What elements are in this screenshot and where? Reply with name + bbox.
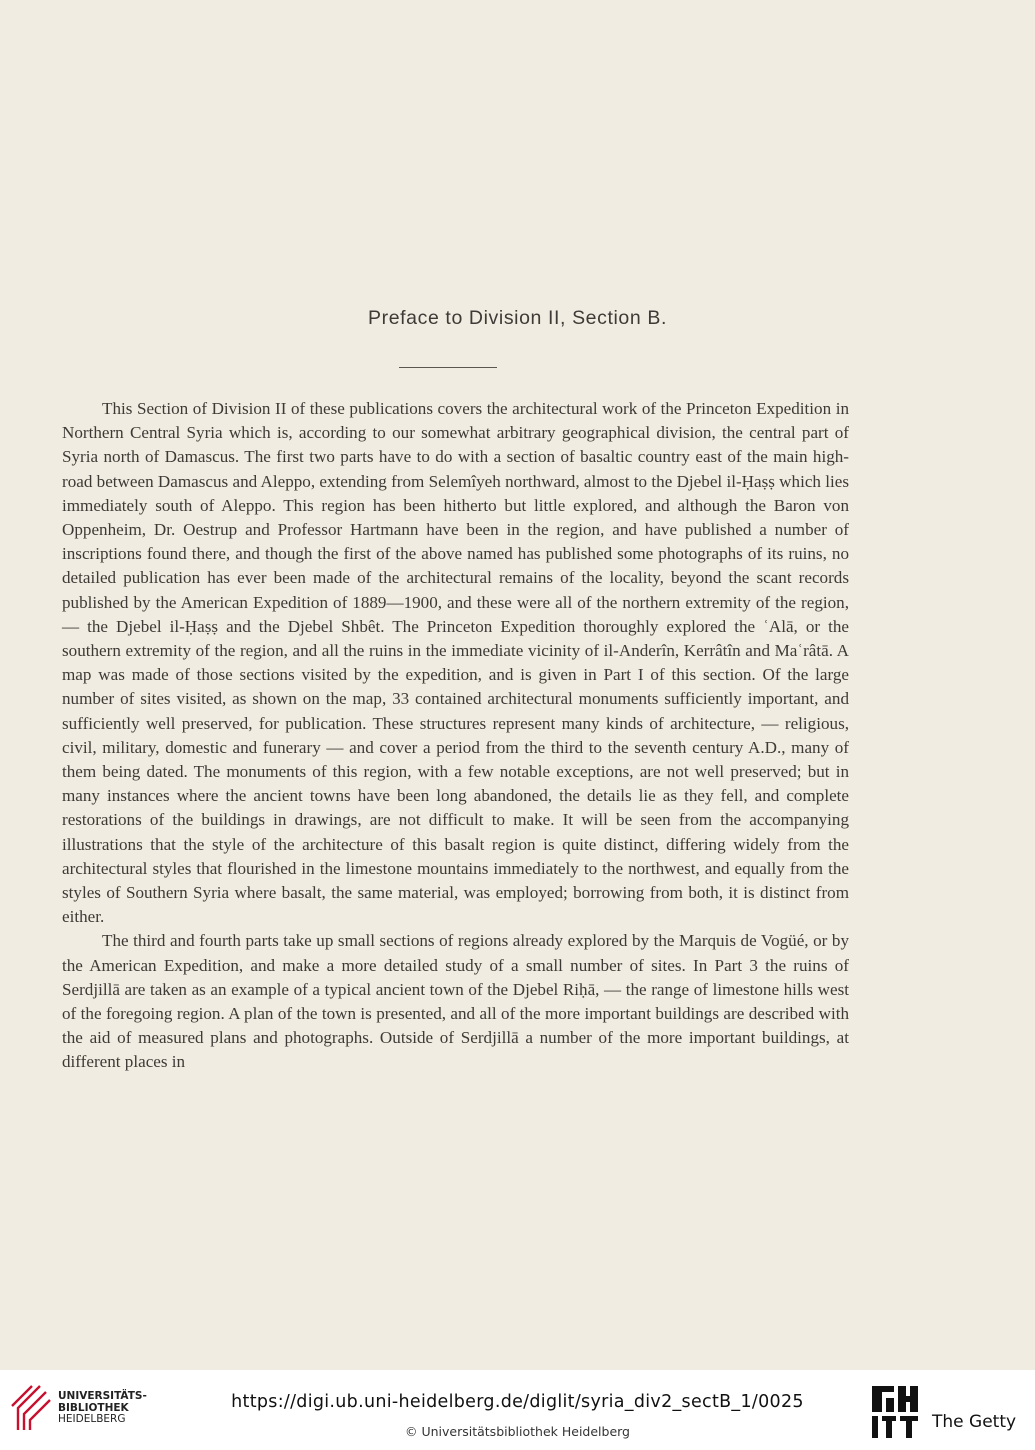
paragraph-1: This Section of Division II of these publications covers the architectural work of the Princeton Expedition in Northern Central Syria which is, according to our somewhat arbitrary geographical division, the central part of Syria north of Damascus. The first two parts have to do with a section of basaltic country east of the main high-road between Damascus and Aleppo, extending from Selemîyeh northward, almost to the Djebel il-Ḥaṣṣ which lies immediately south of Aleppo. This region has been hitherto but little explored, and although the Baron von Oppenheim, Dr. Oestrup and Professor Hartmann have been in the region, and have published a number of inscriptions found there, and though the first of the above named has published some photographs of its ruins, no detailed publication has ever been made of the architectural remains of the locality, beyond the scant records published by the American Expedition of 1889—1900, and these were all of the northern extremity of the region, — the Djebel il-Ḥaṣṣ and the Djebel Shbêt. The Princeton Expedition thoroughly explored the ʿAlā, or the southern extremity of the region, and all the ruins in the immediate vicinity of il-Anderîn, Kerrâtîn and Maʿrâtā. A map was made of those sections visited by the expedition, and is given in Part I of this section. Of the large number of sites visited, as shown on the map, 33 contained architectural monuments sufficiently important, and sufficiently well preserved, for publication. These structures represent many kinds of architecture, — religious, civil, military, domestic and funerary — and cover a period from the third to the seventh century A.D., many of them being dated. The monuments of this region, with a few notable exceptions, are not well preserved; but in many instances where the ancient towns have been long abandoned, the details lie as they fell, and complete restorations of the buildings in drawings, are not difficult to make. It will be seen from the accompanying illustrations that the style of the architecture of this basalt region is quite distinct, differing widely from the architectural styles that flourished in the limestone mountains immediately to the northwest, and equally from the styles of Southern Syria where basalt, the same material, was employed; borrowing from both, it is distinct from either. [62, 399, 849, 927]
getty-label: The Getty [932, 1412, 1017, 1432]
permalink-url[interactable]: https://digi.ub.uni-heidelberg.de/diglit/syria_div2_sectB_1/0025 [231, 1392, 804, 1412]
library-name-line-2: BIBLIOTHEK [58, 1401, 129, 1414]
getty-logo-icon [870, 1384, 922, 1444]
page-title: Preface to Division II, Section B. [368, 307, 667, 329]
library-name-line-1: UNIVERSITÄTS- [58, 1390, 147, 1402]
title-divider [399, 367, 497, 368]
paragraph-2: The third and fourth parts take up small sections of regions already explored by the Marquis de Vogüé, or by the American Expedition, and make a more detailed study of a small number of sites. In Part 3 the ruins of Serdjillā are taken as an example of a typical ancient town of the Djebel Riḥā, — the range of limestone hills west of the foregoing region. A plan of the town is presented, and all of the more important buildings are described with the aid of measured plans and photographs. Outside of Serdjillā a number of the more important buildings, at different places in [62, 931, 849, 1072]
viewer-footer [0, 1370, 1035, 1450]
body-text [62, 397, 849, 1075]
copyright-notice: © Universitätsbibliothek Heidelberg [404, 1424, 630, 1439]
library-name-line-3: HEIDELBERG [58, 1413, 126, 1425]
